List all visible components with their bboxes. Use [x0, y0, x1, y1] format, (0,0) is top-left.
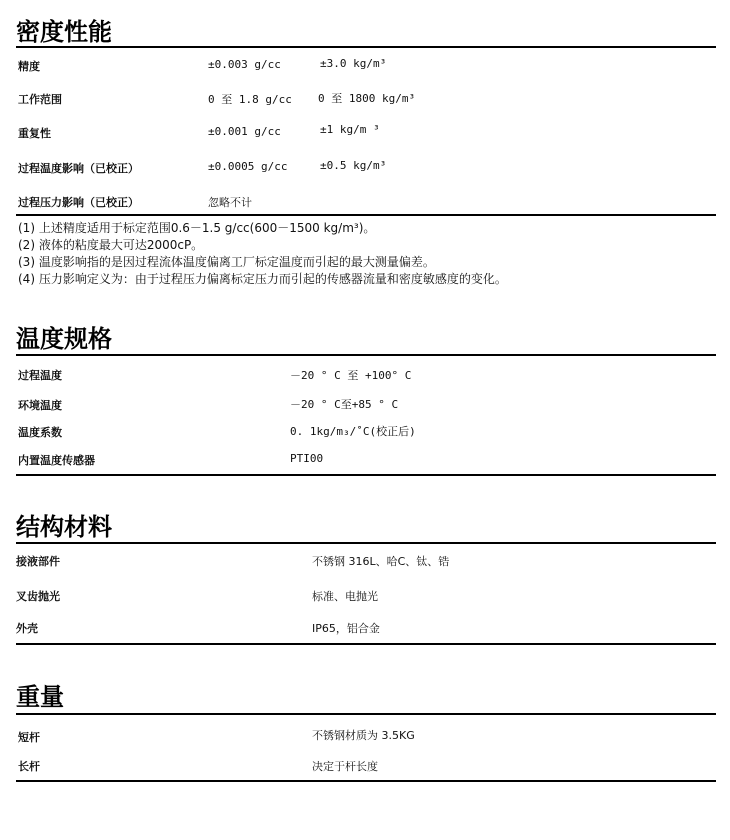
footnote-2: (2) 液体的粘度最大可达2000cP。	[18, 238, 204, 252]
temp-value-coefficient: 0. 1kg/m₃/˚C(校正后)	[290, 425, 416, 438]
temp-label-process: 过程温度	[18, 369, 62, 382]
temp-value-sensor: PTI00	[290, 452, 324, 465]
section-title-temperature: 温度规格	[16, 325, 112, 353]
density-value-accuracy-gcc: ±0.003 g/cc	[208, 58, 281, 71]
weight-value-long-rod: 决定于杆长度	[312, 760, 378, 773]
section-divider	[16, 46, 716, 48]
section-title-density: 密度性能	[16, 18, 112, 46]
temp-value-ambient: －20 ° C至+85 ° C	[290, 398, 399, 411]
section-divider	[16, 643, 716, 645]
footnote-3: (3) 温度影响指的是因过程流体温度偏离工厂标定温度而引起的最大测量偏差。	[18, 255, 435, 269]
section-divider	[16, 713, 716, 715]
density-value-range-kgm3: 0 至 1800 kg/m³	[318, 92, 416, 105]
density-label-accuracy: 精度	[18, 60, 40, 73]
weight-label-long-rod: 长杆	[18, 760, 40, 773]
materials-label-housing: 外壳	[16, 622, 38, 635]
density-label-repeatability: 重复性	[18, 127, 51, 140]
section-title-weight: 重量	[16, 683, 64, 711]
density-value-pressure: 忽略不计	[208, 196, 252, 209]
density-value-accuracy-kgm3: ±3.0 kg/m³	[320, 57, 387, 70]
materials-label-wetted: 接液部件	[16, 555, 60, 568]
materials-value-tine-finish: 标准、电抛光	[312, 590, 378, 603]
footnote-4: (4) 压力影响定义为：由于过程压力偏离标定压力而引起的传感器流量和密度敏感度的变化。	[18, 272, 507, 286]
density-label-range: 工作范围	[18, 93, 62, 106]
section-divider	[16, 474, 716, 476]
section-divider	[16, 214, 716, 216]
temp-value-process: －20 ° C 至 +100° C	[290, 369, 412, 382]
density-label-pressure-effect: 过程压力影响（已校正）	[18, 196, 139, 209]
section-divider	[16, 780, 716, 782]
materials-value-housing: IP65，铝合金	[312, 622, 380, 635]
density-value-repeat-gcc: ±0.001 g/cc	[208, 125, 281, 138]
footnote-1: (1) 上述精度适用于标定范围0.6－1.5 g/cc(600－1500 kg/m³)。	[18, 221, 376, 235]
section-divider	[16, 354, 716, 356]
density-value-temp-kgm3: ±0.5 kg/m³	[320, 159, 387, 172]
materials-label-tine-finish: 叉齿抛光	[16, 590, 60, 603]
section-divider	[16, 542, 716, 544]
weight-label-short-rod: 短杆	[18, 731, 40, 744]
density-value-repeat-kgm3: ±1 kg/m ³	[320, 123, 380, 136]
density-label-temp-effect: 过程温度影响（已校正）	[18, 162, 139, 175]
temp-label-coefficient: 温度系数	[18, 426, 62, 439]
density-value-range-gcc: 0 至 1.8 g/cc	[208, 93, 292, 106]
materials-value-wetted: 不锈钢 316L、哈C、钛、锆	[312, 555, 450, 568]
temp-label-ambient: 环境温度	[18, 399, 62, 412]
density-value-temp-gcc: ±0.0005 g/cc	[208, 160, 288, 173]
weight-value-short-rod: 不锈钢材质为 3.5KG	[312, 729, 415, 742]
section-title-materials: 结构材料	[16, 513, 112, 541]
temp-label-sensor: 内置温度传感器	[18, 454, 95, 467]
